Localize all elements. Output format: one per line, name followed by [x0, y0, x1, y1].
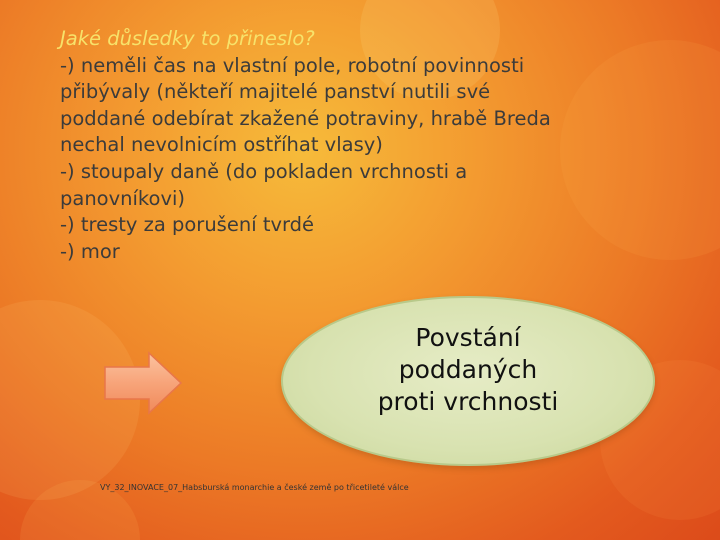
result-line-3: proti vrchnosti — [377, 387, 559, 416]
body-line-1: -) neměli čas na vlastní pole, robotní povinnosti — [60, 53, 525, 77]
body-line-3: poddané odebírat zkažené potraviny, hrabě Breda — [60, 106, 551, 130]
right-arrow-icon — [103, 351, 183, 415]
body-line-2: přibývaly (někteří majitelé panství nutili své — [60, 80, 491, 104]
body-line-6: panovníkovi) — [60, 186, 186, 210]
result-text — [281, 322, 655, 418]
body-line-4: nechal nevolnicím ostříhat vlasy) — [60, 133, 383, 157]
body-line-8: -) mor — [60, 239, 120, 263]
result-line-2: poddaných — [398, 355, 538, 384]
body-line-7: -) tresty za porušení tvrdé — [60, 213, 315, 237]
body-line-5: -) stoupaly daně (do pokladen vrchnosti a — [60, 159, 468, 183]
slide-body-text — [60, 26, 680, 265]
slide-question: Jaké důsledky to přineslo? — [60, 27, 315, 50]
slide-footer: VY_32_INOVACE_07_Habsburská monarchie a české země po třicetileté válce — [100, 483, 409, 492]
result-line-1: Povstání — [415, 323, 521, 352]
